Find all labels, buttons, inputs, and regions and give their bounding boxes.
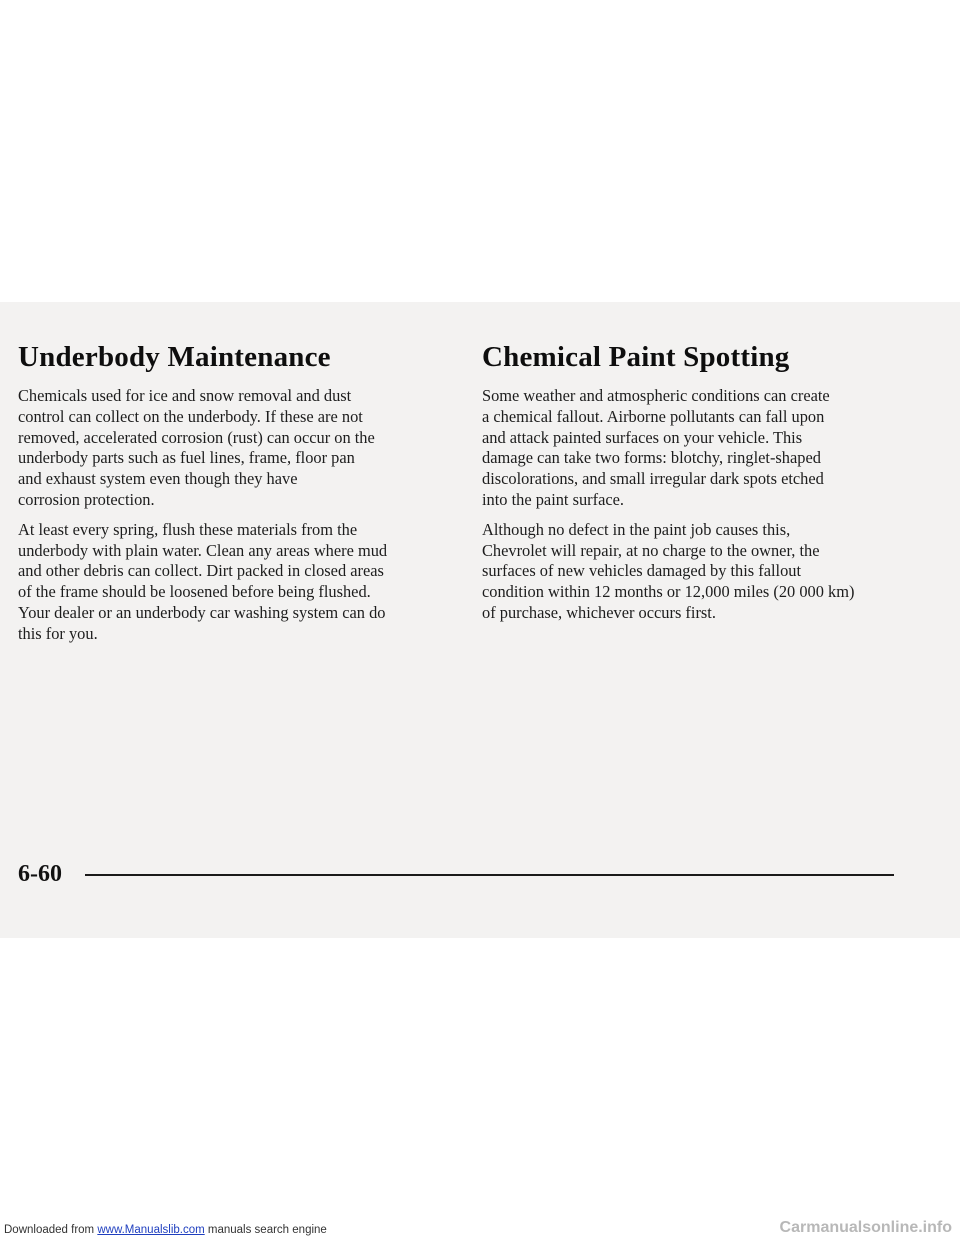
watermark: Carmanualsonline.info bbox=[779, 1219, 952, 1236]
paragraph: At least every spring, flush these materials from the underbody with plain water. Clean any areas where mud and other debris can collect. Dirt packed in closed areas of the frame should be loosened before being flushed. Your dealer or an underbody car washing system can do this for you. bbox=[18, 519, 388, 643]
page-number: 6-60 bbox=[18, 861, 62, 887]
paragraph: Although no defect in the paint job causes this, Chevrolet will repair, at no charge to the owner, the surfaces of new vehicles damaged by this fallout condition within 12 months or 12,000 miles (20 000 km) of purchase, whichever occurs first. bbox=[482, 519, 855, 622]
paragraph: Some weather and atmospheric conditions can create a chemical fallout. Airborne pollutants can fall upon and attack painted surfaces on your vehicle. This damage can take two forms: blotchy, ringlet-shaped discolorations, and small irregular dark spots etched into the paint surface. bbox=[482, 386, 830, 509]
download-suffix: manuals search engine bbox=[204, 1224, 327, 1236]
footer-rule bbox=[85, 874, 894, 876]
paragraph: Chemicals used for ice and snow removal and dust control can collect on the underbody. If these are not removed, accelerated corrosion (rust) can occur on the underbody parts such as fuel lines, frame, floor pan and exhaust system even though they have corrosion protection. bbox=[18, 386, 375, 509]
underbody-maintenance-section bbox=[18, 340, 448, 654]
chemical-paint-spotting-section bbox=[482, 340, 922, 633]
section-title-chemical-paint-spotting: Chemical Paint Spotting bbox=[482, 341, 790, 373]
manualslib-link[interactable]: www.Manualslib.com bbox=[97, 1224, 205, 1236]
section-title-underbody-maintenance: Underbody Maintenance bbox=[18, 341, 331, 373]
download-prefix: Downloaded from bbox=[4, 1224, 98, 1236]
download-credit bbox=[4, 1224, 327, 1236]
